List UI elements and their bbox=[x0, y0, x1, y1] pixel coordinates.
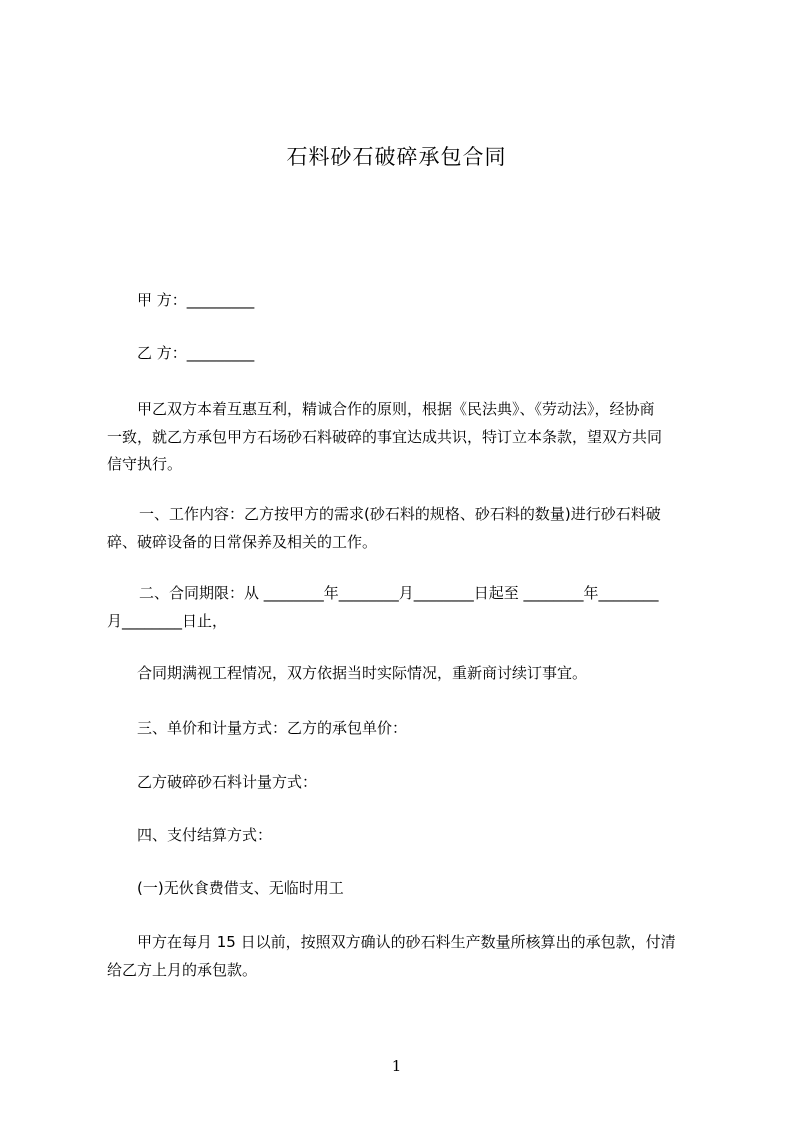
intro-line-3: 信守执行。 bbox=[107, 455, 183, 473]
party-b-line: 乙 方：_________ bbox=[137, 344, 255, 362]
section3-measure: 乙方破碎砂石料计量方式： bbox=[137, 773, 318, 791]
document-title: 石料砂石破碎承包合同 bbox=[286, 145, 507, 169]
party-a-line: 甲 方：_________ bbox=[137, 291, 255, 309]
section2-line-2: 月________日止， bbox=[107, 612, 228, 630]
section1-line-2: 碎、破碎设备的日常保养及相关的工作。 bbox=[107, 533, 378, 551]
intro-line-1: 甲乙双方本着互惠互利，精诚合作的原则，根据《民法典》、《劳动法》，经协商 bbox=[137, 400, 655, 418]
intro-line-2: 一致，就乙方承包甲方石场砂石料破碎的事宜达成共识，特订立本条款，望双方共同 bbox=[107, 428, 663, 446]
section4-item1-line-2: 给乙方上月的承包款。 bbox=[107, 961, 258, 979]
section4-item1-heading: (一)无伙食费借支、无临时用工 bbox=[137, 879, 344, 897]
section1-line-1: 一、工作内容：乙方按甲方的需求(砂石料的规格、砂石料的数量)进行砂石料破 bbox=[139, 505, 661, 523]
page-number: 1 bbox=[391, 1057, 402, 1075]
section4-item1-line-1: 甲方在每月 15 日以前，按照双方确认的砂石料生产数量所核算出的承包款，付清 bbox=[137, 933, 676, 951]
section4-heading: 四、支付结算方式： bbox=[137, 826, 273, 844]
section2-note: 合同期满视工程情况，双方依据当时实际情况，重新商讨续订事宜。 bbox=[137, 664, 588, 682]
section2-line-1: 二、合同期限：从 ________年________月________日起至 ________年________ bbox=[139, 584, 659, 602]
section3-heading: 三、单价和计量方式：乙方的承包单价： bbox=[137, 719, 408, 737]
